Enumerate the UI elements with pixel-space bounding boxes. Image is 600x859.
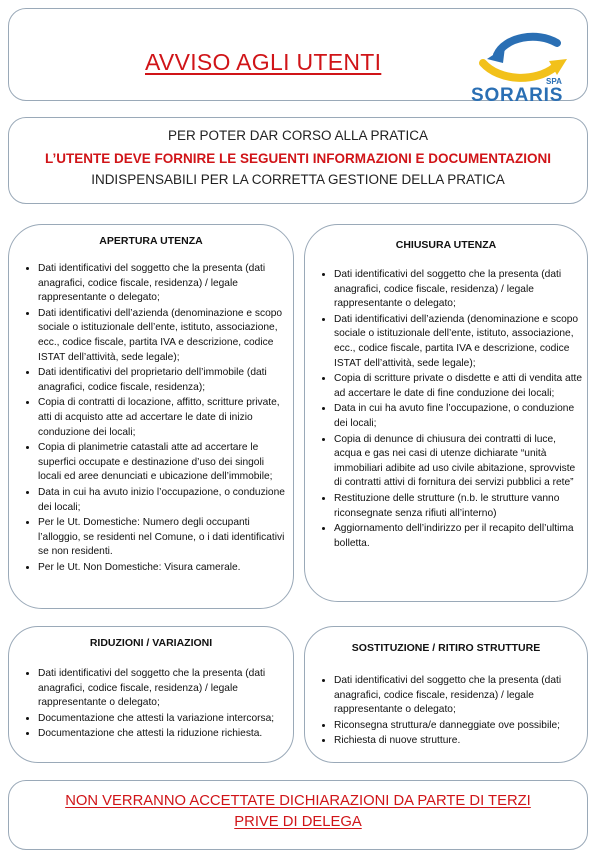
list-item: • Riconsegna struttura/e danneggiate ove possibile; (334, 718, 594, 734)
section-chiusura-utenza (304, 224, 588, 602)
requirements-list (26, 261, 288, 575)
footer-line-2: PRIVE DI DELEGA (234, 814, 362, 830)
list-item: • Dati identificativi del soggetto che la presenta (dati anagrafici, codice fiscale, residenza) / legale rappresentante o delegato; (334, 267, 584, 312)
list-item: • Dati identificativi del soggetto che la presenta (dati anagrafici, codice fiscale, residenza) / legale rappresentante o delegato; (38, 666, 293, 711)
list-item: • Documentazione che attesti la riduzione richiesta. (38, 726, 293, 742)
intro-line-1: PER POTER DAR CORSO ALLA PRATICA (167, 128, 429, 143)
list-item: • Documentazione che attesti la variazione intercorsa; (38, 711, 293, 727)
requirements-list (322, 267, 584, 551)
intro-line-2: L’UTENTE DEVE FORNIRE LE SEGUENTI INFORMAZIONI E DOCUMENTAZIONI (44, 151, 551, 166)
section-title: SOSTITUZIONE / RITIRO STRUTTURE (351, 642, 541, 654)
section-sostituzione-ritiro (304, 626, 588, 763)
section-title: CHIUSURA UTENZA (395, 239, 497, 251)
list-item: • Dati identificativi del soggetto che la presenta (dati anagrafici, codice fiscale, residenza) / legale rappresentante o delegato; (38, 261, 288, 306)
list-item: • Dati identificativi dell’azienda (denominazione e scopo sociale o istituzionale dell’ente, istituto, associazione, ecc., codice fiscale, partita IVA e descrizione, codice ISTAT dell’attività, sede legale); (334, 312, 584, 371)
soraris-logo (471, 29, 575, 107)
intro-line-3: INDISPENSABILI PER LA CORRETTA GESTIONE DELLA PRATICA (91, 172, 505, 187)
list-item: • Dati identificativi del proprietario dell’immobile (dati anagrafici, codice fiscale, residenza); (38, 365, 288, 395)
section-apertura-utenza (8, 224, 294, 609)
footer-notice (8, 780, 588, 850)
list-item: • Copia di contratti di locazione, affitto, scritture private, atti di acquisto atte ad accertare le date di inizio conduzione dei locali; (38, 395, 288, 440)
list-item: • Dati identificativi del soggetto che la presenta (dati anagrafici, codice fiscale, residenza) / legale rappresentante o delegato; (334, 673, 594, 718)
requirements-list (322, 673, 594, 749)
list-item: • Restituzione delle strutture (n.b. le strutture vanno riconsegnate senza rifiuti all’interno) (334, 491, 584, 521)
logo-spa: SPA (546, 77, 562, 86)
list-item: • Per le Ut. Domestiche: Numero degli occupanti l’alloggio, se residenti nel Comune, o i dati identificativi se non residenti. (38, 515, 288, 560)
page-title: AVVISO AGLI UTENTI (145, 49, 382, 75)
list-item: • Richiesta di nuove strutture. (334, 733, 594, 749)
header-box (8, 8, 588, 106)
list-item: • Per le Ut. Non Domestiche: Visura camerale. (38, 560, 288, 576)
footer-line-1: NON VERRANNO ACCETTATE DICHIARAZIONI DA PARTE DI TERZI (65, 793, 531, 809)
section-riduzioni-variazioni (8, 626, 294, 763)
list-item: • Dati identificativi dell’azienda (denominazione e scopo sociale o istituzionale dell’ente, istituto, associazione, ecc., codice fiscale, partita IVA e descrizione, codice ISTAT dell’attività, sede legale); (38, 306, 288, 365)
requirements-list (26, 666, 293, 742)
list-item: • Data in cui ha avuto inizio l’occupazione, o conduzione dei locali; (38, 485, 288, 515)
list-item: • Copia di planimetrie catastali atte ad accertare le superfici occupate e destinazione d’uso dei singoli locali ed aree denunciati e ubicazione dell’immobile; (38, 440, 288, 485)
intro-box (8, 117, 588, 204)
list-item: • Copia di denunce di chiusura dei contratti di luce, acqua e gas nei casi di utenze dichiarate “unità immobiliari adibite ad uso civile abitazione, sprovviste di contratti attivi di fornitura dei servizi pubblici a rete” (334, 432, 584, 491)
section-title: APERTURA UTENZA (99, 235, 203, 247)
section-title: RIDUZIONI / VARIAZIONI (89, 637, 213, 649)
list-item: • Aggiornamento dell’indirizzo per il recapito dell’ultima bolletta. (334, 521, 584, 551)
logo-name: SORARIS (471, 85, 564, 106)
list-item: • Data in cui ha avuto fine l’occupazione, o conduzione dei locali; (334, 401, 584, 431)
list-item: • Copia di scritture private o disdette e atti di vendita atte ad accertare le date di fine conduzione dei locali; (334, 371, 584, 401)
